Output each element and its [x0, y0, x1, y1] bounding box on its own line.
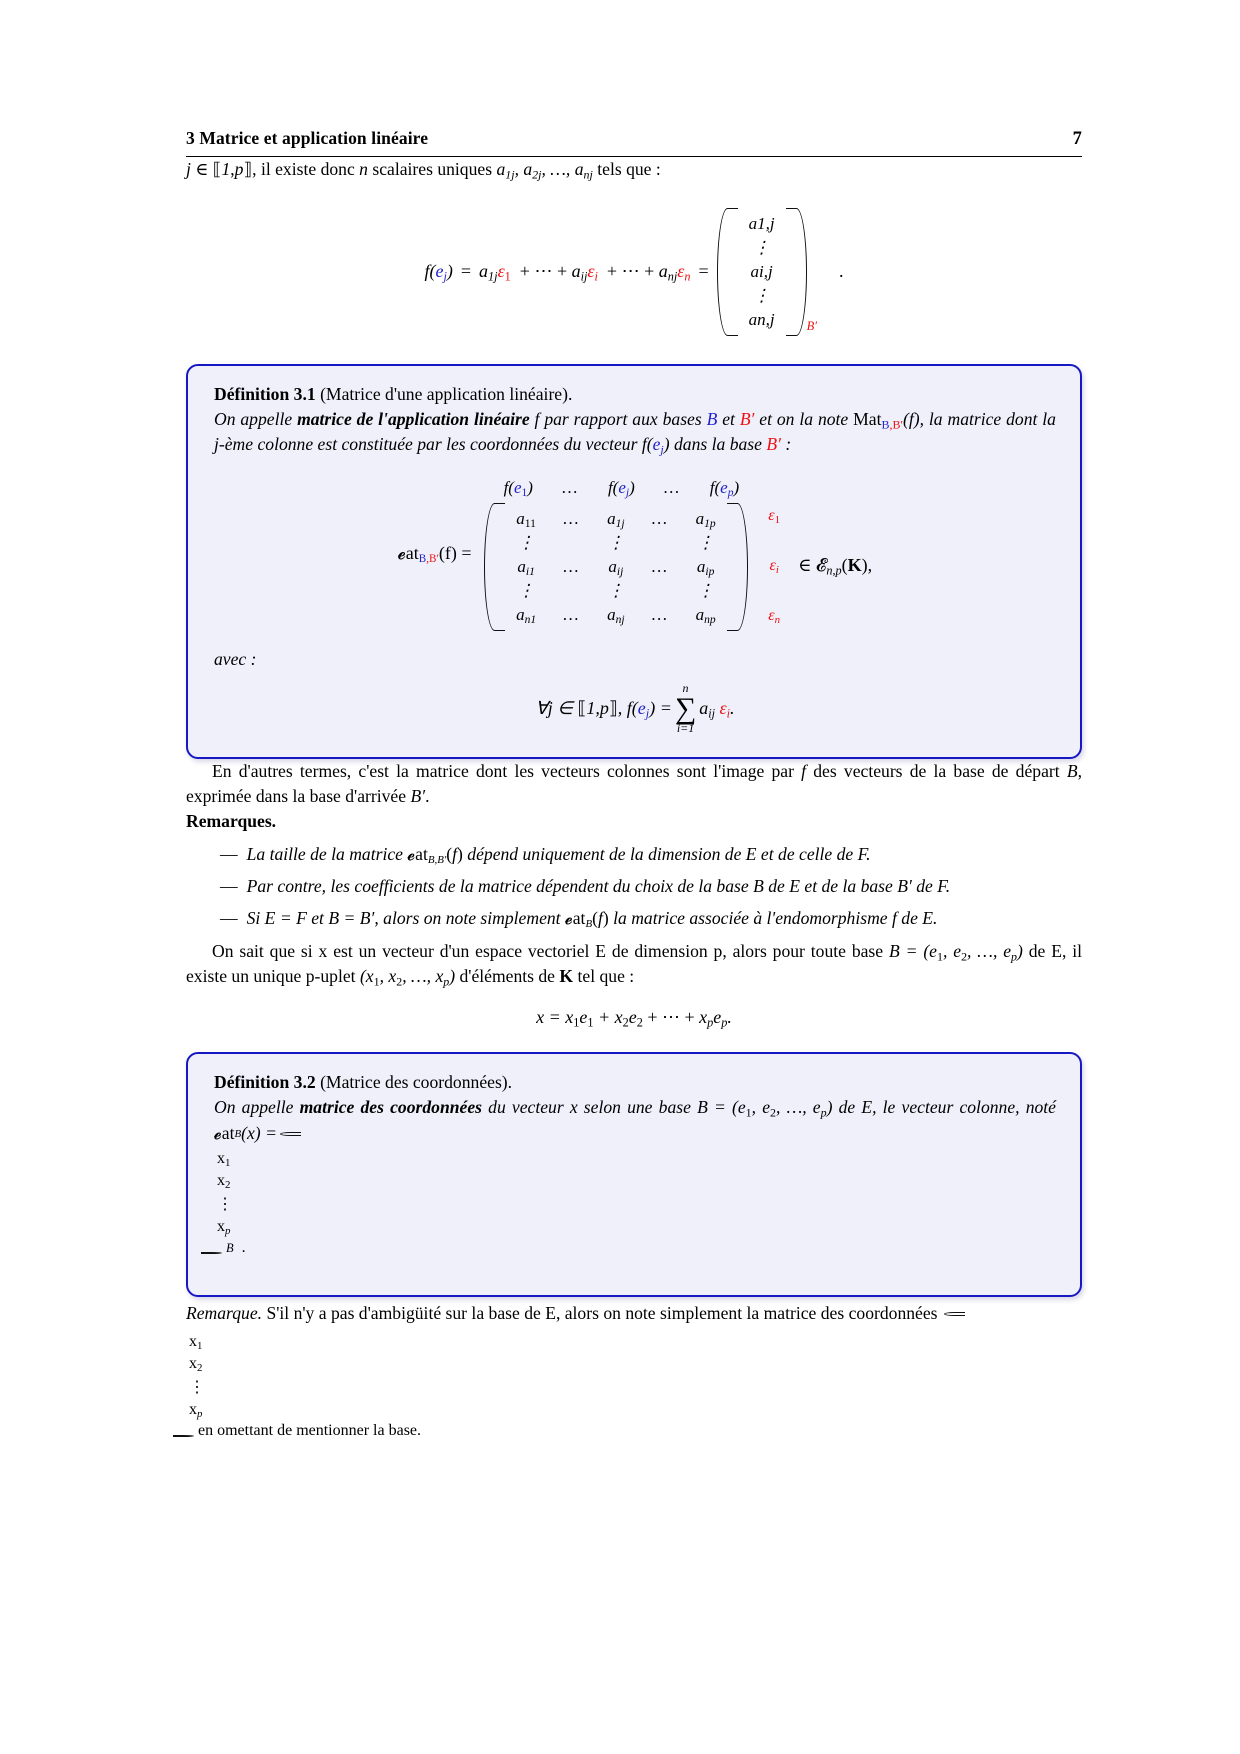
def32-basis-def: $B = (e_1$, $e_2$, …, $e_p$)	[697, 1096, 833, 1119]
def31-basis-bprime-2: B′	[766, 434, 781, 455]
para-before-def32-text-4: tel que :	[573, 965, 635, 986]
def31-text-2: f par rapport aux bases	[529, 408, 707, 429]
sum-sigma: ∑	[674, 691, 697, 725]
definition-3-1-matrix	[214, 476, 1056, 631]
final-vector-entry: ⋮	[189, 1378, 205, 1396]
matrix-cell: …	[650, 604, 670, 624]
def32-vector-subscript: B	[226, 1240, 234, 1255]
final-vector-entry: $x_2$	[189, 1354, 203, 1374]
sum-lhs: $f(e_j)$ =	[626, 697, 672, 721]
intro-n-symbol: n	[359, 159, 368, 179]
sum-quantifier: ∀j ∈ ⟦1,p⟧,	[535, 697, 627, 718]
page-number: 7	[1072, 129, 1082, 149]
para-before-def32-basis-def: $B = (e_1$, $e_2$, …, $e_p$)	[888, 940, 1023, 963]
running-head	[186, 128, 1082, 157]
para-before-def32-tuple: ($x_1$, $x_2$, …, $x_p$)	[359, 965, 456, 988]
remarque-3-basis-bprime: B′	[359, 908, 375, 929]
sum-upper-limit: n	[682, 680, 689, 695]
definition-3-2-heading	[214, 1072, 1056, 1093]
matrix-cell: ⋮	[697, 580, 715, 600]
vector-basis-subscript: B′	[806, 318, 817, 333]
def32-coordinate-vector: 𝓮at B (x) =	[214, 1121, 297, 1146]
matrix-cell: $a_{ij}$	[608, 556, 624, 578]
def31-text-4: et on la note	[754, 408, 854, 429]
remarque-1-mat: 𝓮at$_{B,B'}$(f)	[407, 843, 463, 866]
matrix-cell: $a_{nj}$	[607, 604, 625, 626]
matrix-membership: ∈ 𝓔$_{n,p}$(K),	[798, 555, 873, 578]
definition-3-2-body	[214, 1095, 1056, 1147]
remarque-2-basis-b: B	[753, 875, 764, 896]
matrix-row-label: $\varepsilon_n$	[768, 606, 781, 626]
final-remark-text-2: en omettant de mentionner la base.	[198, 1421, 422, 1439]
para-after-def31-text-2: des vecteurs de la base de départ	[806, 760, 1067, 781]
definition-3-1-avec-label: avec :	[214, 648, 257, 669]
para-after-def31-text-1: En d'autres termes, c'est la matrice dont les vecteurs colonnes sont l'image par	[212, 760, 802, 781]
remarque-3-text-b: =	[339, 908, 360, 929]
def31-basis-bprime: B′	[739, 408, 755, 429]
vector-entry: ⋮	[753, 285, 771, 305]
sum-lower-limit: i=1	[676, 721, 695, 736]
remarques-list	[186, 842, 1082, 932]
remarque-2-text-a: Par contre, les coefficients de la matrice dépendent du choix de la base	[246, 875, 754, 896]
matrix-cell: $a_{ip}$	[696, 556, 715, 578]
para-after-def31-text-4: .	[425, 785, 430, 806]
matrix-row-labels	[754, 478, 784, 629]
matrix-row	[503, 531, 729, 555]
def32-text-2: du vecteur x selon une base	[481, 1096, 698, 1117]
matrix-row	[503, 603, 729, 627]
def32-vector-entry: $x_1$	[217, 1149, 231, 1169]
remarque-3-basis-b: B	[328, 908, 340, 929]
remarque-1-text-b: dépend uniquement de la dimension de E et de celle de F.	[462, 843, 871, 864]
remarques-heading: Remarques.	[186, 810, 277, 831]
matrix-col-header: $f(e_j)$	[607, 477, 635, 499]
matrix-cell: $a_{11}$	[516, 508, 536, 530]
intro-paragraph: j ∈ ⟦1,p⟧, il existe donc n scalaires uniques $a_{1j}$, $a_{2j}$, …, $a_{nj}$ tels que :	[186, 159, 661, 182]
summation-operator	[675, 682, 696, 735]
matrix-cell: …	[562, 556, 582, 576]
matrix-cell: …	[650, 508, 670, 528]
para-before-def32-field: K	[559, 965, 574, 986]
matrix-cell: $a_{n1}$	[516, 604, 537, 626]
intro-scalars: $a_{1j}$, $a_{2j}$, …, $a_{nj}$	[496, 159, 593, 182]
page-content	[186, 128, 1082, 1456]
equation-fej: $f(e_j)$ = $a_{1j}\varepsilon_1$ + ⋯ + $a_{ij}\varepsilon_i$ + ⋯ + $a_{nj}\varepsilon_n$ = a1,j ⋮ ai,j ⋮ an,j B′ .	[186, 208, 1082, 336]
matrix-col-header: $f(e_p)$	[709, 477, 740, 499]
definition-3-1-body	[214, 407, 1056, 458]
matrix-cell: …	[562, 508, 582, 528]
vector-entry: a1,j	[748, 213, 775, 233]
definition-3-1-number: Définition 3.1	[214, 383, 316, 404]
para-after-def31-basis-b: B	[1066, 760, 1078, 781]
matrix-cell: …	[562, 604, 582, 624]
remarque-1-text-a: La taille de la matrice	[246, 843, 408, 864]
matrix-row	[503, 507, 729, 531]
vector-entry: an,j	[748, 309, 775, 329]
definition-3-1-heading	[214, 384, 1056, 405]
para-before-def32-text-1: On sait que si x est un vecteur d'un espace vectoriel E de dimension p, alors pour toute base	[212, 940, 889, 961]
def32-period: .	[241, 1238, 246, 1256]
final-remark-text-1: S'il n'y a pas d'ambigüité sur la base de E, alors on note simplement la matrice des coordonnées	[262, 1302, 942, 1323]
paragraph-after-definition-3-1	[186, 759, 1082, 809]
matrix-cell: $a_{np}$	[695, 604, 716, 626]
remarque-item: — La taille de la matrice 𝓮at$_{B,B'}$(f) dépend uniquement de la dimension de E et de celle de F.	[220, 843, 871, 866]
definition-3-2-number: Définition 3.2	[214, 1071, 316, 1092]
matrix-cell: $a_{1p}$	[695, 508, 716, 530]
matrix-cell: …	[650, 556, 670, 576]
remarque-3-text-a: Si E = F et	[246, 908, 329, 929]
remarque-2-text-b: de E et de la base	[763, 875, 898, 896]
para-before-def32-text-2: de E, il existe un unique p-uplet	[186, 940, 1083, 986]
definition-box-3-2	[186, 1052, 1082, 1297]
matrix-col-header: $f(e_1)$	[503, 477, 533, 499]
equation-fej-period: .	[839, 261, 844, 282]
matrix-col-header: …	[662, 477, 682, 497]
matrix-lhs: 𝓮at$_{B,B'}$(f) =	[397, 542, 472, 565]
matrix-row	[503, 579, 729, 603]
def32-vector-entry: ⋮	[217, 1195, 233, 1213]
remarque-2-text-c: de F.	[911, 875, 951, 896]
final-vector-entry: $x_p$	[189, 1400, 203, 1420]
remarque-3-text-d: la matrice associée à l'endomorphisme f de E.	[608, 908, 938, 929]
def32-text-3: de E, le vecteur colonne, noté	[832, 1096, 1056, 1117]
para-after-def31-basis-bprime: B′	[410, 785, 426, 806]
vector-entry: ⋮	[753, 237, 771, 257]
matrix-cell: ⋮	[697, 532, 715, 552]
running-head-section-title: 3 Matrice et application linéaire	[186, 128, 429, 148]
def31-text-1: On appelle	[214, 408, 298, 429]
para-after-def31-text-3: , exprimée dans la base d'arrivée	[186, 760, 1082, 806]
remarque-3-mat: 𝓮at$_B$(f)	[564, 908, 609, 931]
para-before-def32-text-3: d'éléments de	[455, 965, 560, 986]
matrix-row-label: $\varepsilon_i$	[769, 556, 779, 576]
definition-3-1-sum-formula	[214, 682, 1056, 735]
paragraph-before-definition-3-2	[186, 939, 1082, 989]
def31-bold-term: matrice de l'application linéaire	[297, 408, 530, 429]
remarque-3-text-c: , alors on note simplement	[374, 908, 565, 929]
matrix-cell: $a_{i1}$	[517, 556, 535, 578]
def32-vector-entry: $x_2$	[217, 1171, 231, 1191]
matrix-cell: ⋮	[607, 580, 625, 600]
def31-text-7: :	[780, 434, 792, 455]
matrix-column-headers	[489, 476, 755, 502]
matrix-col-header: …	[560, 477, 580, 497]
definition-3-1-title: (Matrice d'une application linéaire).	[320, 383, 573, 404]
equation-x-decomposition	[186, 1007, 1082, 1028]
definition-3-2-title: (Matrice des coordonnées).	[320, 1071, 513, 1092]
remarque-item: — Si E = F et B = B′, alors on note simplement 𝓮at$_B$(f) la matrice associée à l'endomorphisme f de E.	[220, 908, 938, 931]
matrix-cell: ⋮	[607, 532, 625, 552]
def32-bold-term: matrice des coordonnées	[299, 1096, 482, 1117]
final-remark-label: Remarque.	[186, 1302, 263, 1323]
final-vector-entry: $x_1$	[189, 1332, 203, 1352]
matrix-row	[503, 555, 729, 579]
final-remark-vector	[942, 1312, 960, 1316]
equation-fej-rhs: $a_{1j}\varepsilon_1$ + ⋯ + $a_{ij}\varepsilon_i$ + ⋯ + $a_{nj}\varepsilon_n$	[479, 261, 691, 284]
def32-text-1: On appelle	[214, 1096, 300, 1117]
sum-term: $a_{ij}$ $\varepsilon_i$.	[699, 697, 735, 721]
matrix-cell: ⋮	[517, 532, 535, 552]
equation-fej-lhs: $f(e_j)$	[424, 261, 453, 284]
matrix-cell: $a_{1j}$	[607, 508, 625, 530]
definition-box-3-1	[186, 364, 1082, 759]
matrix-bracketed-body	[484, 503, 748, 631]
final-remark	[186, 1297, 1082, 1330]
matrix-row-label: $\varepsilon_1$	[768, 506, 781, 526]
vector-entry: ai,j	[750, 261, 773, 281]
def31-text-6: dans la base	[669, 434, 767, 455]
def31-text-3: et	[717, 408, 740, 429]
matrix-cell: ⋮	[517, 580, 535, 600]
equation-x-body: $x = x_1e_1 + x_2e_2$ + ⋯ + $x_pe_p$.	[536, 1006, 732, 1029]
remarque-2-basis-bprime: B′	[897, 875, 912, 896]
def31-text-5: (f), la matrice dont la j-ème colonne est constituée par les coordonnées du vecteur	[214, 408, 1056, 455]
matrix-table	[503, 507, 729, 627]
para-after-def31-f: f	[801, 760, 807, 781]
def31-vector-fej: $f(e_j)$	[641, 434, 670, 457]
remarque-item: — Par contre, les coefficients de la matrice dépendent du choix de la base B de E et de la base B′ de F.	[220, 875, 951, 896]
def31-basis-b: B	[706, 408, 718, 429]
equation-fej-column-vector	[717, 208, 817, 336]
def31-mat-notation: Mat$_{B,B'}$	[853, 408, 904, 432]
def32-vector-entry: $x_p$	[217, 1217, 231, 1237]
